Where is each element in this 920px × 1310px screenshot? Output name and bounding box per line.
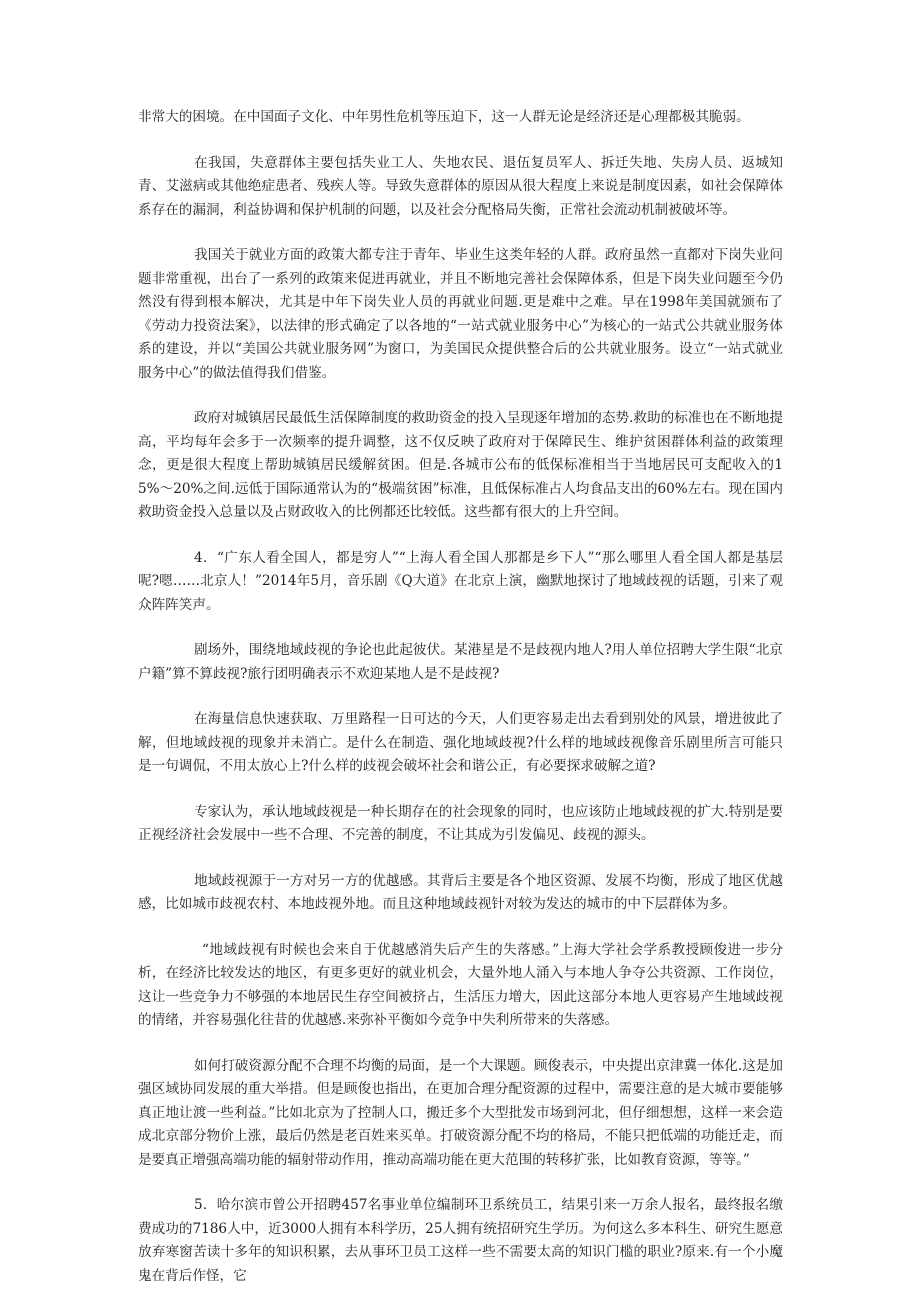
paragraph-11: 如何打破资源分配不合理不均衡的局面，是一个大课题。顾俊表示，中央提出京津冀一体化.这是加强区域协同发展的重大举措。但是顾俊也指出，在更加合理分配资源的过程中，需要注意的是大城市要能够真正地让渡一些利益。”比如北京为了控制人口，搬迁多个大型批发市场到河北，但仔细想想，这样一来会造成北京部分物价上涨，最后仍然是老百姓来买单。打破资源分配不均的格局，不能只把低端的功能迁走，而是要真正增强高端功能的辐射带动作用，推动高端功能在更大范围的转移扩张，比如教育资源，等等。” xyxy=(138,1057,783,1168)
paragraph-4: 政府对城镇居民最低生活保障制度的救助资金的投入呈现逐年增加的态势.救助的标准也在不断地提高，平均每年会多于一次频率的提升调整，这不仅反映了政府对于保障民生、维护贫困群体利益的政策理念，更是很大程度上帮助城镇居民缓解贫困。但是.各城市公布的低保标准相当于当地居民可支配收入的15%〜20%之间.远低于国际通常认为的“极端贫困”标准，且低保标准占人均食品支出的60%左右。现在国内救助资金投入总量以及占财政收入的比例都还比较低。这些都有很大的上升空间。 xyxy=(138,410,783,520)
paragraph-6: 剧场外，围绕地域歧视的争论也此起彼伏。某港星是不是歧视内地人?用人单位招聘大学生限“北京户籍”算不算歧视?旅行团明确表示不欢迎某地人是不是歧视? xyxy=(138,642,783,682)
paragraph-12: 5．哈尔滨市曾公开招聘457名事业单位编制环卫系统员工，结果引来一万余人报名，最终报名缴费成功的7186人中，近3000人拥有本科学历，25人拥有统招研究生学历。为何这么多本科生、研究生愿意放弃寒窗苦读十多年的知识积累，去从事环卫员工这样一些不需要太高的知识门槛的职业?原来.有一个小魔鬼在背后作怪，它 xyxy=(138,1197,783,1284)
paragraph-9: 地域歧视源于一方对另一方的优越感。其背后主要是各个地区资源、发展不均衡，形成了地区优越感，比如城市歧视农村、本地歧视外地。而且这种地域歧视针对较为发达的城市的中下层群体为多。 xyxy=(138,872,783,912)
paragraph-1: 非常大的困境。在中国面子文化、中年男性危机等压迫下，这一人群无论是经济还是心理都极其脆弱。 xyxy=(138,109,750,125)
paragraph-3: 我国关于就业方面的政策大都专注于青年、毕业生这类年轻的人群。政府虽然一直都对下岗失业问题非常重视，出台了一系列的政策来促进再就业，并且不断地完善社会保障体系，但是下岗失业问题至今仍然没有得到根本解决，尤其是中年下岗失业人员的再就业问题.更是难中之难。早在1998年美国就颁布了《劳动力投资法案》，以法律的形式确定了以各地的“一站式就业服务中心”为核心的一站式公共就业服务体系的建设，并以“美国公共就业服务网”为窗口，为美国民众提供整合后的公共就业服务。设立“一站式就业服务中心”的做法值得我们借鉴。 xyxy=(138,247,783,381)
paragraph-8: 专家认为，承认地域歧视是一种长期存在的社会现象的同时，也应该防止地域歧视的扩大.特别是要正视经济社会发展中一些不合理、不完善的制度，不让其成为引发偏见、歧视的源头。 xyxy=(138,803,783,843)
document-body xyxy=(138,106,783,1310)
paragraph-2: 在我国，失意群体主要包括失业工人、失地农民、退伍复员军人、拆迁失地、失房人员、返城知青、艾滋病或其他绝症患者、残疾人等。导致失意群体的原因从很大程度上来说是制度因素，如社会保障体系存在的漏洞，利益协调和保护机制的问题，以及社会分配格局失衡，正常社会流动机制被破坏等。 xyxy=(138,154,783,218)
paragraph-10: “地域歧视有时候也会来自于优越感消失后产生的失落感。”上海大学社会学系教授顾俊进一步分析，在经济比较发达的地区，有更多更好的就业机会，大量外地人涌入与本地人争夺公共资源、工作岗位，这让一些竞争力不够强的本地居民生存空间被挤占，生活压力增大，因此这部分本地人更容易产生地域歧视的情绪，并容易强化往昔的优越感.来弥补平衡如今竞争中失利所带来的失落感。 xyxy=(138,941,783,1028)
paragraph-7: 在海量信息快速获取、万里路程一日可达的今天，人们更容易走出去看到别处的风景，增进彼此了解，但地域歧视的现象并未消亡。是什么在制造、强化地域歧视?什么样的地域歧视像音乐剧里所言可能只是一句调侃，不用太放心上?什么样的歧视会破坏社会和谐公正，有必要探求破解之道? xyxy=(138,711,783,774)
paragraph-5: 4．“广东人看全国人，都是穷人”“上海人看全国人那都是乡下人”“那么哪里人看全国人都是基层呢?嗯……北京人！”2014年5月，音乐剧《Q大道》在北京上演，幽默地探讨了地域歧视的话题，引来了观众阵阵笑声。 xyxy=(138,549,783,613)
